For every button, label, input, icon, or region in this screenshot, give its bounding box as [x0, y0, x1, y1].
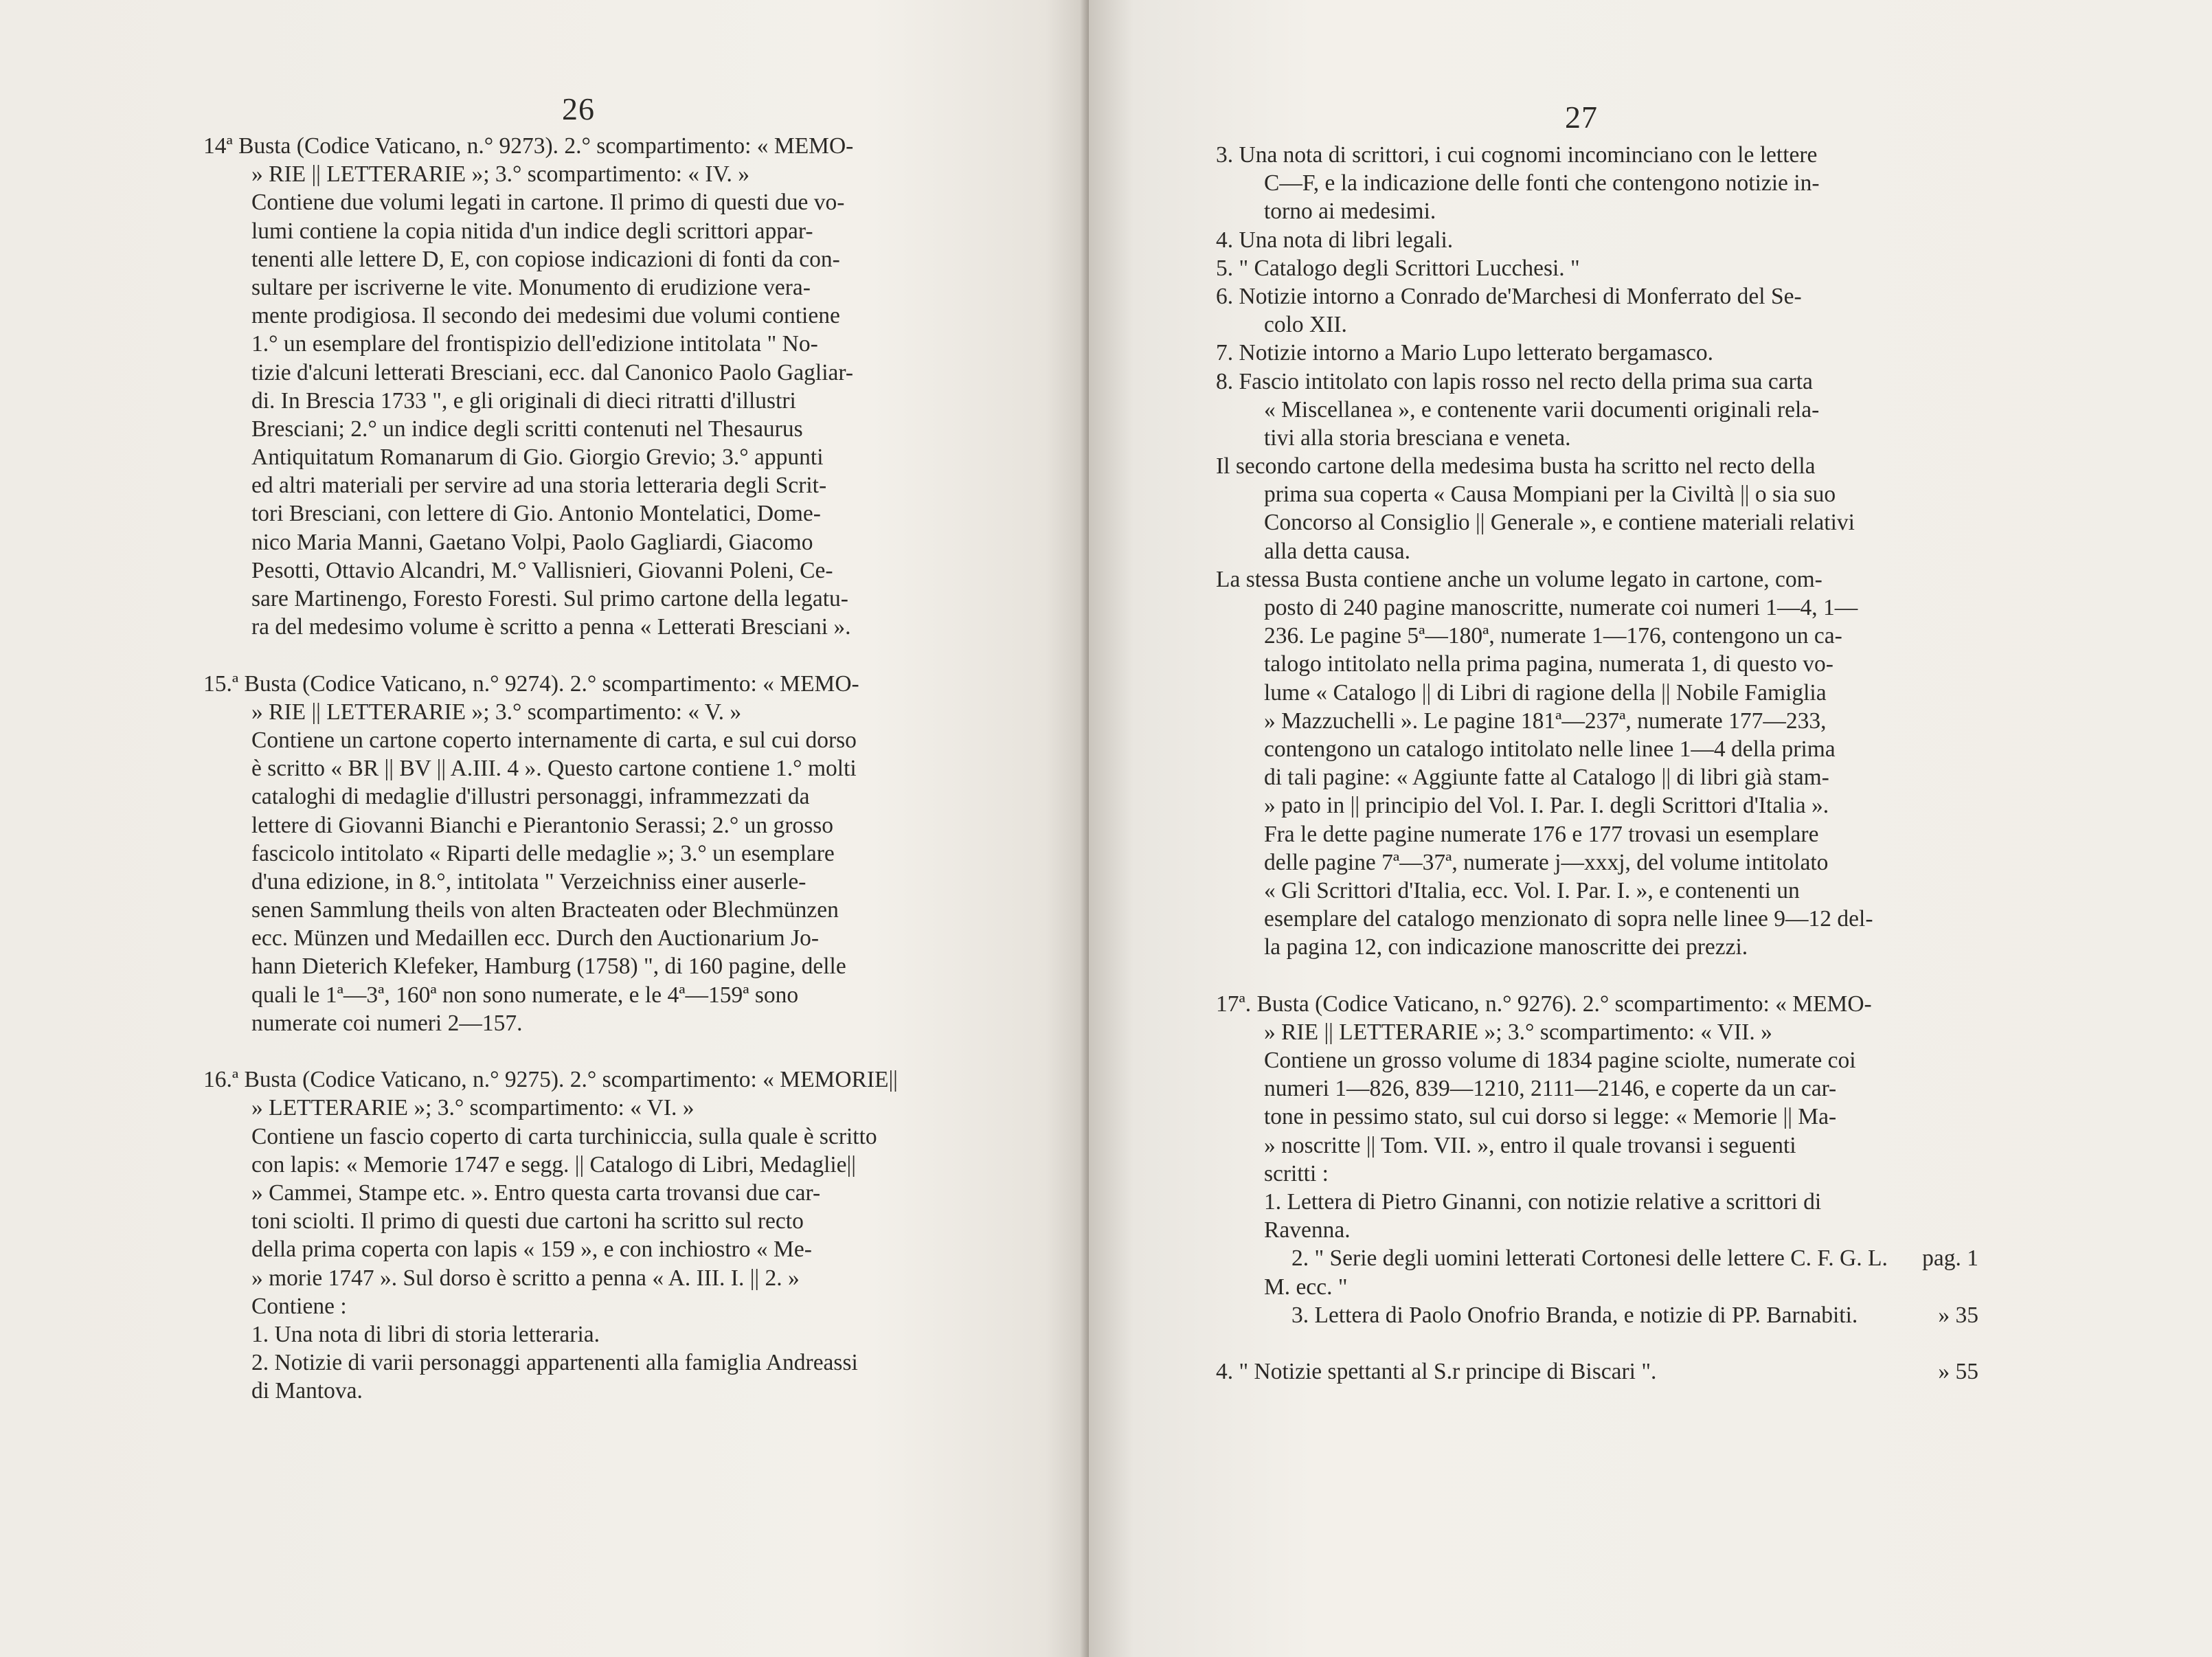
- text-line: La stessa Busta contiene anche un volume legato in cartone, com-: [1216, 566, 1822, 592]
- text-line: [1216, 1301, 1978, 1329]
- text-line: Contiene un grosso volume di 1834 pagine sciolte, numerate coi: [1264, 1048, 1856, 1073]
- text-line: lumi contiene la copia nitida d'un indice degli scrittori appar-: [251, 218, 813, 244]
- text-line: hann Dieterich Klefeker, Hamburg (1758) ", di 160 pagine, delle: [251, 954, 846, 980]
- right-page: [1089, 0, 2212, 1657]
- text-line: toni sciolti. Il primo di questi due cartoni ha scritto sul recto: [251, 1208, 804, 1235]
- text-line: 5. " Catalogo degli Scrittori Lucchesi. ": [1216, 255, 1580, 281]
- text-line: » RIE || LETTERARIE »; 3.° scompartimento: « IV. »: [251, 161, 749, 188]
- text-line: ecc. Münzen und Medaillen ecc. Durch den Auctionarium Jo-: [251, 925, 820, 951]
- text-line: tivi alla storia bresciana e veneta.: [1264, 425, 1571, 451]
- page-reference: pag. 1: [1922, 1245, 1978, 1272]
- text-line: tizie d'alcuni letterati Bresciani, ecc. dal Canonico Paolo Gagliar-: [251, 359, 854, 385]
- text-line: della prima coperta con lapis « 159 », e con inchiostro « Me-: [251, 1237, 812, 1263]
- text-line: di tali pagine: « Aggiunte fatte al Catalogo || di libri già stam-: [1264, 765, 1829, 791]
- text-line: di. In Brescia 1733 ", e gli originali di dieci ritratti d'illustri: [251, 387, 796, 414]
- text-line: sare Martinengo, Foresto Foresti. Sul primo cartone della legatu-: [251, 586, 848, 611]
- text-line: 236. Le pagine 5ª—180ª, numerate 1—176, contengono un ca-: [1264, 623, 1842, 649]
- text-line: colo XII.: [1264, 312, 1347, 338]
- text-line: torno ai medesimi.: [1264, 199, 1436, 225]
- text-line: contengono un catalogo intitolato nelle linee 1—4 della prima: [1264, 736, 1836, 762]
- text-line: » noscritte || Tom. VII. », entro il quale trovansi i seguenti: [1264, 1132, 1796, 1158]
- text-line: numerate coi numeri 2—157.: [251, 1010, 523, 1036]
- page-reference: » 35: [1938, 1302, 1978, 1328]
- text-line: di Mantova.: [251, 1378, 363, 1404]
- text-line: » morie 1747 ». Sul dorso è scritto a penna « A. III. I. || 2. »: [251, 1265, 800, 1291]
- text-line: 6. Notizie intorno a Conrado de'Marchesi di Monferrato del Se-: [1216, 283, 1802, 309]
- text-line: 3. Una nota di scrittori, i cui cognomi incominciano con le lettere: [1216, 142, 1818, 168]
- text-line: « Miscellanea », e contenente varii documenti originali rela-: [1264, 396, 1820, 422]
- text-line: 16.ª Busta (Codice Vaticano, n.° 9275). 2.° scompartimento: « MEMORIE||: [203, 1067, 898, 1093]
- text-line: delle pagine 7ª—37ª, numerate j—xxxj, del volume intitolato: [1264, 849, 1829, 875]
- text-line: [1216, 1244, 1978, 1272]
- text-line: Il secondo cartone della medesima busta ha scritto nel recto della: [1216, 453, 1816, 480]
- text-line: nico Maria Manni, Gaetano Volpi, Paolo Gagliardi, Giacomo: [251, 529, 813, 555]
- text-line: C—F, e la indicazione delle fonti che contengono notizie in-: [1264, 170, 1820, 196]
- text-line: » RIE || LETTERARIE »; 3.° scompartimento: « VII. »: [1264, 1019, 1772, 1045]
- text-line: tone in pessimo stato, sul cui dorso si legge: « Memorie || Ma-: [1264, 1104, 1837, 1130]
- text-line: posto di 240 pagine manoscritte, numerate coi numeri 1—4, 1—: [1264, 595, 1858, 620]
- text-line: 8. Fascio intitolato con lapis rosso nel recto della prima sua carta: [1216, 368, 1813, 394]
- text-line: 1. Lettera di Pietro Ginanni, con notizie relative a scrittori di: [1264, 1188, 1822, 1215]
- text-line: cataloghi di medaglie d'illustri personaggi, inframmezzati da: [251, 784, 810, 810]
- text-line: Bresciani; 2.° un indice degli scritti contenuti nel Thesaurus: [251, 416, 803, 442]
- text-line-content: 2. " Serie degli uomini letterati Cortonesi delle lettere C. F. G. L.: [1291, 1245, 1888, 1272]
- text-line: Fra le dette pagine numerate 176 e 177 trovasi un esemplare: [1264, 821, 1819, 847]
- left-page: [0, 0, 1089, 1657]
- text-line: » pato in || principio del Vol. I. Par. I. degli Scrittori d'Italia ».: [1264, 793, 1829, 819]
- text-line: « Gli Scrittori d'Italia, ecc. Vol. I. Par. I. », e contenenti un: [1264, 877, 1800, 903]
- text-line: 14ª Busta (Codice Vaticano, n.° 9273). 2.° scompartimento: « MEMO-: [203, 133, 854, 159]
- text-line: alla detta causa.: [1264, 538, 1410, 564]
- page-number-left: 26: [562, 91, 595, 126]
- text-line: » Cammei, Stampe etc. ». Entro questa carta trovansi due car-: [251, 1180, 821, 1206]
- text-line: 4. Una nota di libri legali.: [1216, 227, 1454, 253]
- text-line: Antiquitatum Romanarum di Gio. Giorgio Grevio; 3.° appunti: [251, 444, 824, 471]
- text-line: è scritto « BR || BV || A.III. 4 ». Questo cartone contiene 1.° molti: [251, 756, 857, 782]
- text-line: 1. Una nota di libri di storia letteraria.: [251, 1321, 600, 1347]
- text-line: sultare per iscriverne le vite. Monumento di erudizione vera-: [251, 274, 811, 300]
- text-line: ra del medesimo volume è scritto a penna « Letterati Bresciani ».: [251, 614, 851, 640]
- text-line: 15.ª Busta (Codice Vaticano, n.° 9274). 2.° scompartimento: « MEMO-: [203, 670, 859, 697]
- text-line: 2. Notizie di varii personaggi appartenenti alla famiglia Andreassi: [251, 1350, 858, 1376]
- text-line: tenenti alle lettere D, E, con copiose indicazioni di fonti da con-: [251, 246, 840, 272]
- text-line-content: 4. " Notizie spettanti al S.r principe di Biscari ".: [1216, 1359, 1657, 1385]
- text-line: senen Sammlung theils von alten Bracteaten oder Blechmünzen: [251, 897, 839, 923]
- text-line: [1216, 961, 1978, 989]
- text-line: Contiene :: [251, 1293, 347, 1319]
- text-line: esemplare del catalogo menzionato di sopra nelle linee 9—12 del-: [1264, 906, 1873, 932]
- text-line: Contiene un fascio coperto di carta turchiniccia, sulla quale è scritto: [251, 1123, 877, 1149]
- text-line: prima sua coperta « Causa Mompiani per la Civiltà || o sia suo: [1264, 482, 1836, 508]
- text-line-content: 3. Lettera di Paolo Onofrio Branda, e notizie di PP. Barnabiti.: [1291, 1302, 1858, 1328]
- text-line: 1.° un esemplare del frontispizio dell'edizione intitolata " No-: [251, 331, 818, 357]
- text-line: Contiene un cartone coperto internamente di carta, e sul cui dorso: [251, 727, 857, 753]
- text-line: Pesotti, Ottavio Alcandri, M.° Vallisnieri, Giovanni Poleni, Ce-: [251, 557, 833, 583]
- text-line: d'una edizione, in 8.°, intitolata " Verzeichniss einer auserle-: [251, 868, 806, 894]
- text-line: numeri 1—826, 839—1210, 2111—2146, e coperte da un car-: [1264, 1076, 1837, 1102]
- text-line: lettere di Giovanni Bianchi e Pierantonio Serassi; 2.° un grosso: [251, 812, 834, 838]
- text-line: mente prodigiosa. Il secondo dei medesimi due volumi contiene: [251, 303, 840, 329]
- text-line: » RIE || LETTERARIE »; 3.° scompartimento: « V. »: [251, 699, 742, 725]
- text-line: fascicolo intitolato « Riparti delle medaglie »; 3.° un esemplare: [251, 840, 835, 866]
- text-line: scritti :: [1264, 1160, 1329, 1186]
- text-line: Concorso al Consiglio || Generale », e contiene materiali relativi: [1264, 510, 1855, 536]
- text-line: lume « Catalogo || di Libri di ragione della || Nobile Famiglia: [1264, 679, 1827, 706]
- text-line: 17ª. Busta (Codice Vaticano, n.° 9276). 2.° scompartimento: « MEMO-: [1216, 991, 1872, 1017]
- left-page-text: [203, 132, 966, 1405]
- text-line: [1216, 1357, 1978, 1386]
- text-line: [203, 641, 966, 669]
- text-line: ed altri materiali per servire ad una storia letteraria degli Scrit-: [251, 473, 827, 499]
- text-line: Ravenna.: [1264, 1217, 1351, 1243]
- text-line: Contiene due volumi legati in cartone. Il primo di questi due vo-: [251, 190, 845, 216]
- text-line: con lapis: « Memorie 1747 e segg. || Catalogo di Libri, Medaglie||: [251, 1151, 856, 1177]
- text-line: tori Bresciani, con lettere di Gio. Antonio Montelatici, Dome-: [251, 501, 821, 527]
- text-line: M. ecc. ": [1264, 1274, 1348, 1300]
- text-line: quali le 1ª—3ª, 160ª non sono numerate, e le 4ª—159ª sono: [251, 982, 799, 1008]
- text-line: [203, 1037, 966, 1066]
- right-page-text: [1216, 141, 1978, 1386]
- text-line: » Mazzuchelli ». Le pagine 181ª—237ª, numerate 177—233,: [1264, 708, 1827, 734]
- text-line: » LETTERARIE »; 3.° scompartimento: « VI. »: [251, 1095, 695, 1121]
- text-line: 7. Notizie intorno a Mario Lupo letterato bergamasco.: [1216, 340, 1714, 366]
- text-line: la pagina 12, con indicazione manoscritte dei prezzi.: [1264, 934, 1748, 960]
- page-reference: » 55: [1938, 1359, 1978, 1385]
- text-line: talogo intitolato nella prima pagina, numerata 1, di questo vo-: [1264, 651, 1833, 677]
- text-line: [1216, 1329, 1978, 1357]
- page-number-right: 27: [1565, 100, 1598, 135]
